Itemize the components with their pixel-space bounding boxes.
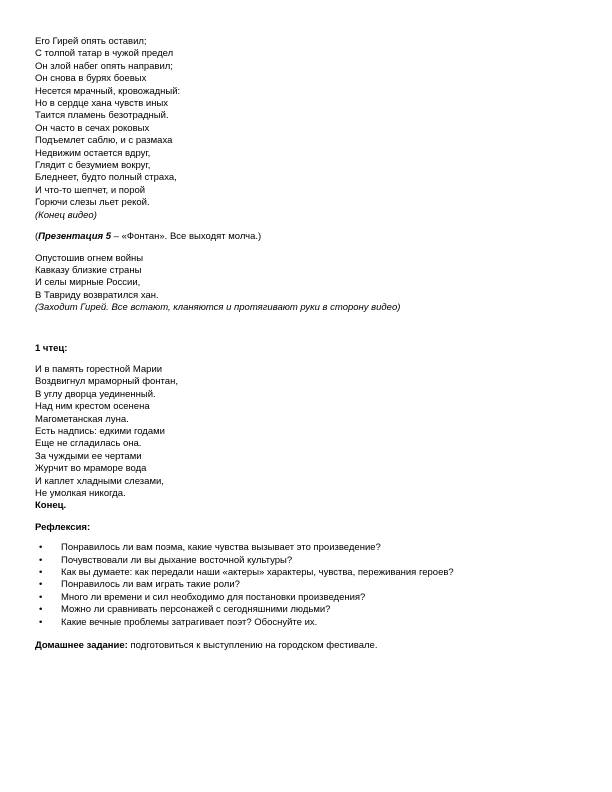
poem-line: Недвижим остается вдруг,	[35, 147, 151, 159]
end-label: Конец.	[35, 500, 67, 512]
poem-line: В углу дворца уединенный.	[35, 388, 156, 400]
bullet-icon: •	[39, 542, 43, 554]
reflection-item-text: Можно ли сравнивать персонажей с сегодняшними людьми?	[61, 604, 331, 616]
homework-text: подготовиться к выступлению на городском фестивале.	[127, 640, 378, 652]
poem-line: Еще не сгладилась она.	[35, 438, 142, 450]
reflection-item	[35, 617, 580, 629]
reflection-item	[35, 604, 580, 616]
bullet-icon: •	[39, 554, 43, 566]
reflection-heading: Рефлексия:	[35, 521, 91, 533]
poem-line: Он снова в бурях боевых	[35, 73, 147, 85]
bullet-icon: •	[39, 604, 43, 616]
poem-line: За чуждыми ее чертами	[35, 450, 142, 462]
poem-line: И что-то шепчет, и порой	[35, 184, 146, 196]
reflection-item-text: Много ли времени и сил необходимо для постановки произведения?	[61, 591, 366, 603]
poem-line: Несется мрачный, кровожадный:	[35, 85, 181, 97]
bullet-icon: •	[39, 591, 43, 603]
poem-line: Воздвигнул мраморный фонтан,	[35, 376, 178, 388]
reflection-item-text: Как вы думаете: как передали наши «актеры» характеры, чувства, переживания героев?	[61, 567, 454, 579]
poem-line: Его Гирей опять оставил;	[35, 36, 147, 47]
bullet-icon: •	[39, 567, 43, 579]
poem-line: Он часто в сечах роковых	[35, 122, 150, 134]
poem-line: В Тавриду возвратился хан.	[35, 289, 159, 301]
poem-line: Подъемлет саблю, и с размаха	[35, 135, 173, 147]
poem-stanza-2	[35, 253, 580, 315]
poem-line: И в память горестной Марии	[35, 363, 163, 375]
poem-line: И селы мирные России,	[35, 277, 141, 289]
document-content	[35, 36, 580, 652]
reflection-item-text: Какие вечные проблемы затрагивает поэт? Обоснуйте их.	[61, 616, 318, 628]
reflection-item	[35, 542, 580, 554]
reflection-item	[35, 567, 580, 579]
reflection-item-text: Понравилось ли вам играть такие роли?	[61, 579, 240, 591]
bullet-icon: •	[39, 616, 43, 628]
reflection-item-text: Понравилось ли вам поэма, какие чувства вызывает это произведение?	[61, 542, 381, 554]
reflection-item-text: Почувствовали ли вы дыхание восточной культуры?	[61, 554, 293, 566]
poem-line: Опустошив огнем войны	[35, 252, 144, 264]
homework-line	[35, 640, 580, 652]
presentation-note	[35, 231, 580, 243]
presentation-open-paren: (	[35, 231, 39, 243]
presentation-title: Презентация 5	[38, 231, 112, 243]
poem-line: Магометанская луна.	[35, 413, 129, 425]
poem-line: С толпой татар в чужой предел	[35, 48, 174, 60]
poem-line: Есть надпись: едкими годами	[35, 425, 165, 437]
bullet-icon: •	[39, 579, 43, 591]
homework-label: Домашнее задание:	[35, 640, 128, 652]
poem-stanza-1	[35, 36, 580, 222]
video-end-note: (Конец видео)	[35, 209, 97, 221]
reader-heading: 1 чтец:	[35, 342, 68, 354]
reflection-item	[35, 555, 580, 567]
poem-line: Таится пламень безотрадный.	[35, 110, 169, 122]
reflection-item	[35, 592, 580, 604]
poem-line: Бледнеет, будто полный страха,	[35, 172, 177, 184]
reflection-list	[35, 542, 580, 629]
poem-line: Но в сердце хана чувств иных	[35, 98, 169, 110]
poem-line: Кавказу близкие страны	[35, 264, 142, 276]
poem-line: Над ним крестом осенена	[35, 401, 150, 413]
poem-stanza-3	[35, 364, 580, 513]
poem-line: И каплет хладными слезами,	[35, 475, 164, 487]
poem-line: Горючи слезы льет рекой.	[35, 197, 150, 209]
poem-line: Журчит во мраморе вода	[35, 463, 147, 475]
reflection-item	[35, 579, 580, 591]
poem-line: Глядит с безумием вокруг,	[35, 160, 151, 172]
stage-direction: (Заходит Гирей. Все встают, кланяются и протягивают руки в сторону видео)	[35, 302, 401, 314]
poem-line: Он злой набег опять направил;	[35, 60, 173, 72]
poem-line: Не умолкая никогда.	[35, 488, 126, 499]
presentation-rest: – «Фонтан». Все выходят молча.)	[111, 231, 262, 243]
